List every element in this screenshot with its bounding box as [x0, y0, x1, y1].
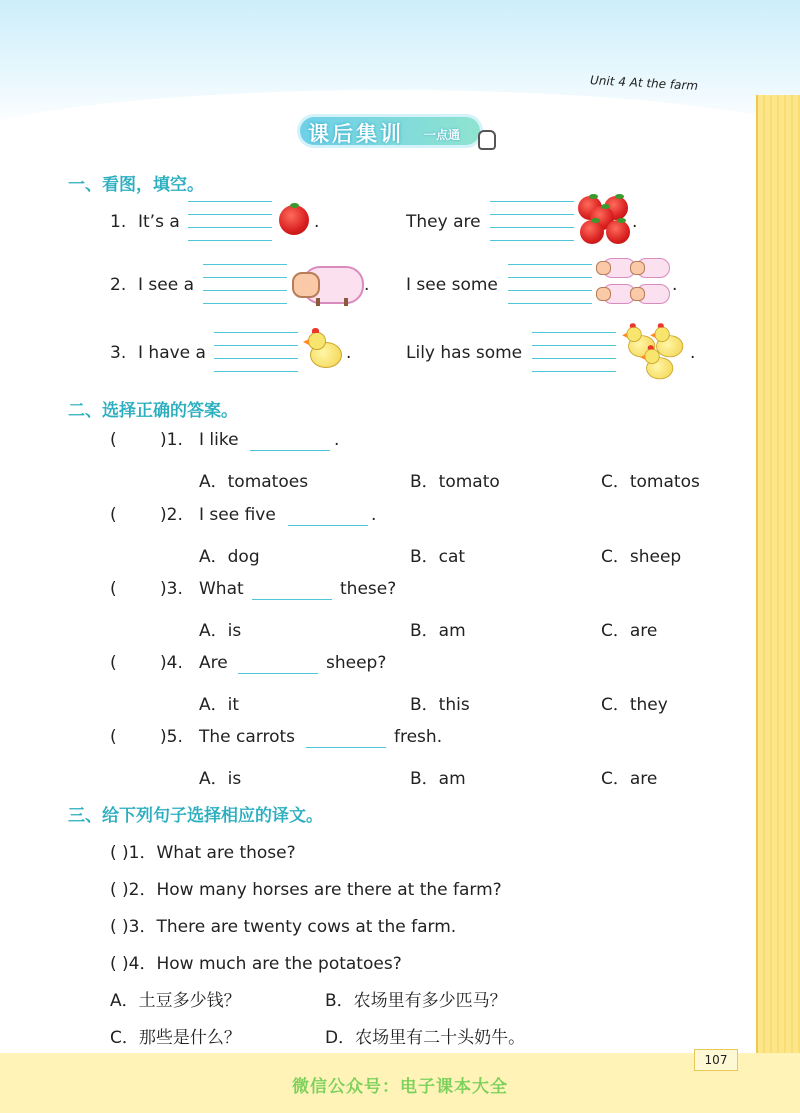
section3-heading: 三、给下列句子选择相应的译文。 — [68, 806, 323, 826]
s1-item1-right-answer-lines[interactable] — [490, 201, 574, 241]
q3-stem-end: these? — [340, 579, 397, 599]
q1-number: )1. — [160, 430, 183, 450]
s1-item1-left-answer-lines[interactable] — [188, 201, 272, 241]
q2-stem-start: I see five — [199, 505, 276, 525]
section2-heading: 二、选择正确的答案。 — [68, 401, 238, 421]
pointing-hand-icon — [478, 130, 496, 150]
section1-heading: 一、看图，填空。 — [68, 175, 204, 195]
s1-item3-number: 3. — [110, 343, 127, 363]
q5-option-c[interactable]: C．are — [601, 769, 658, 789]
q3-blank[interactable] — [252, 585, 332, 600]
s1-item2-right-period: . — [672, 275, 678, 295]
s3-answer-a: A．土豆多少钱？ — [110, 991, 241, 1011]
q2-answer-bracket[interactable]: ( — [110, 505, 117, 525]
page-edge-stack — [756, 95, 800, 1113]
q3-option-c[interactable]: C．are — [601, 621, 658, 641]
q1-option-c[interactable]: C．tomatos — [601, 472, 700, 492]
s1-item1-number: 1. — [110, 212, 127, 232]
q4-number: )4. — [160, 653, 183, 673]
q1-stem-start: I like — [199, 430, 239, 450]
q4-stem-start: Are — [199, 653, 228, 673]
q4-option-a[interactable]: A．it — [199, 695, 240, 715]
q5-option-a[interactable]: A．is — [199, 769, 242, 789]
s1-item3-right-text: Lily has some — [406, 343, 523, 363]
q2-blank[interactable] — [288, 511, 368, 526]
q4-blank[interactable] — [238, 659, 318, 674]
s1-item3-right-answer-lines[interactable] — [532, 332, 616, 372]
q4-answer-bracket[interactable]: ( — [110, 653, 117, 673]
q5-stem-start: The carrots — [199, 727, 296, 747]
q1-answer-bracket[interactable]: ( — [110, 430, 117, 450]
s3-sentence-4[interactable]: ( )4．How much are the potatoes? — [110, 954, 402, 974]
q4-option-b[interactable]: B．this — [410, 695, 470, 715]
q5-answer-bracket[interactable]: ( — [110, 727, 117, 747]
s1-item2-right-text: I see some — [406, 275, 498, 295]
q4-option-c[interactable]: C．they — [601, 695, 668, 715]
tomato-icon — [580, 220, 604, 244]
s1-item2-left-text: I see a — [138, 275, 195, 295]
q1-option-b[interactable]: B．tomato — [410, 472, 500, 492]
q1-blank[interactable] — [250, 436, 330, 451]
tomato-icon — [279, 205, 309, 235]
q2-number: )2. — [160, 505, 183, 525]
footer-watermark: 微信公众号：电子课本大全 — [292, 1077, 508, 1097]
q5-stem-end: fresh. — [394, 727, 443, 747]
page-title: 课后集训 — [308, 122, 404, 146]
s1-item3-left-answer-lines[interactable] — [214, 332, 298, 372]
s3-answer-d: D．农场里有二十头奶牛。 — [325, 1028, 526, 1048]
q5-option-b[interactable]: B．am — [410, 769, 466, 789]
q2-option-c[interactable]: C．sheep — [601, 547, 682, 567]
q3-stem-start: What — [199, 579, 244, 599]
q3-number: )3. — [160, 579, 183, 599]
s1-item2-number: 2. — [110, 275, 127, 295]
q5-number: )5. — [160, 727, 183, 747]
unit-label: Unit 4 At the farm — [589, 73, 699, 93]
s3-sentence-3[interactable]: ( )3．There are twenty cows at the farm. — [110, 917, 457, 937]
title-subtitle: 一点通 — [424, 128, 461, 142]
q2-option-a[interactable]: A．dog — [199, 547, 260, 567]
sheep-icon — [292, 262, 364, 306]
s1-item1-left-period: . — [314, 212, 320, 232]
s1-item1-left-text: It’s a — [138, 212, 180, 232]
s3-answer-b: B．农场里有多少匹马？ — [325, 991, 507, 1011]
q5-blank[interactable] — [306, 733, 386, 748]
tomato-icon — [606, 220, 630, 244]
s1-item3-left-text: I have a — [138, 343, 206, 363]
s1-item1-right-text: They are — [406, 212, 481, 232]
q2-stem-end: . — [371, 505, 377, 525]
q1-stem-end: . — [334, 430, 340, 450]
q3-answer-bracket[interactable]: ( — [110, 579, 117, 599]
q1-option-a[interactable]: A．tomatoes — [199, 472, 309, 492]
q2-option-b[interactable]: B．cat — [410, 547, 466, 567]
s1-item2-left-period: . — [364, 275, 370, 295]
s1-item3-right-period: . — [690, 343, 696, 363]
s3-sentence-2[interactable]: ( )2．How many horses are there at the farm? — [110, 880, 502, 900]
s3-sentence-1[interactable]: ( )1．What are those? — [110, 843, 296, 863]
s1-item2-right-answer-lines[interactable] — [508, 264, 592, 304]
q3-option-a[interactable]: A．is — [199, 621, 242, 641]
s3-answer-c: C．那些是什么？ — [110, 1028, 241, 1048]
s1-item3-left-period: . — [346, 343, 352, 363]
s1-item1-right-period: . — [632, 212, 638, 232]
q4-stem-end: sheep? — [326, 653, 387, 673]
q3-option-b[interactable]: B．am — [410, 621, 466, 641]
s1-item2-left-answer-lines[interactable] — [203, 264, 287, 304]
title-banner — [300, 114, 510, 150]
chick-icon — [306, 330, 342, 370]
page-number: 107 — [694, 1049, 738, 1071]
